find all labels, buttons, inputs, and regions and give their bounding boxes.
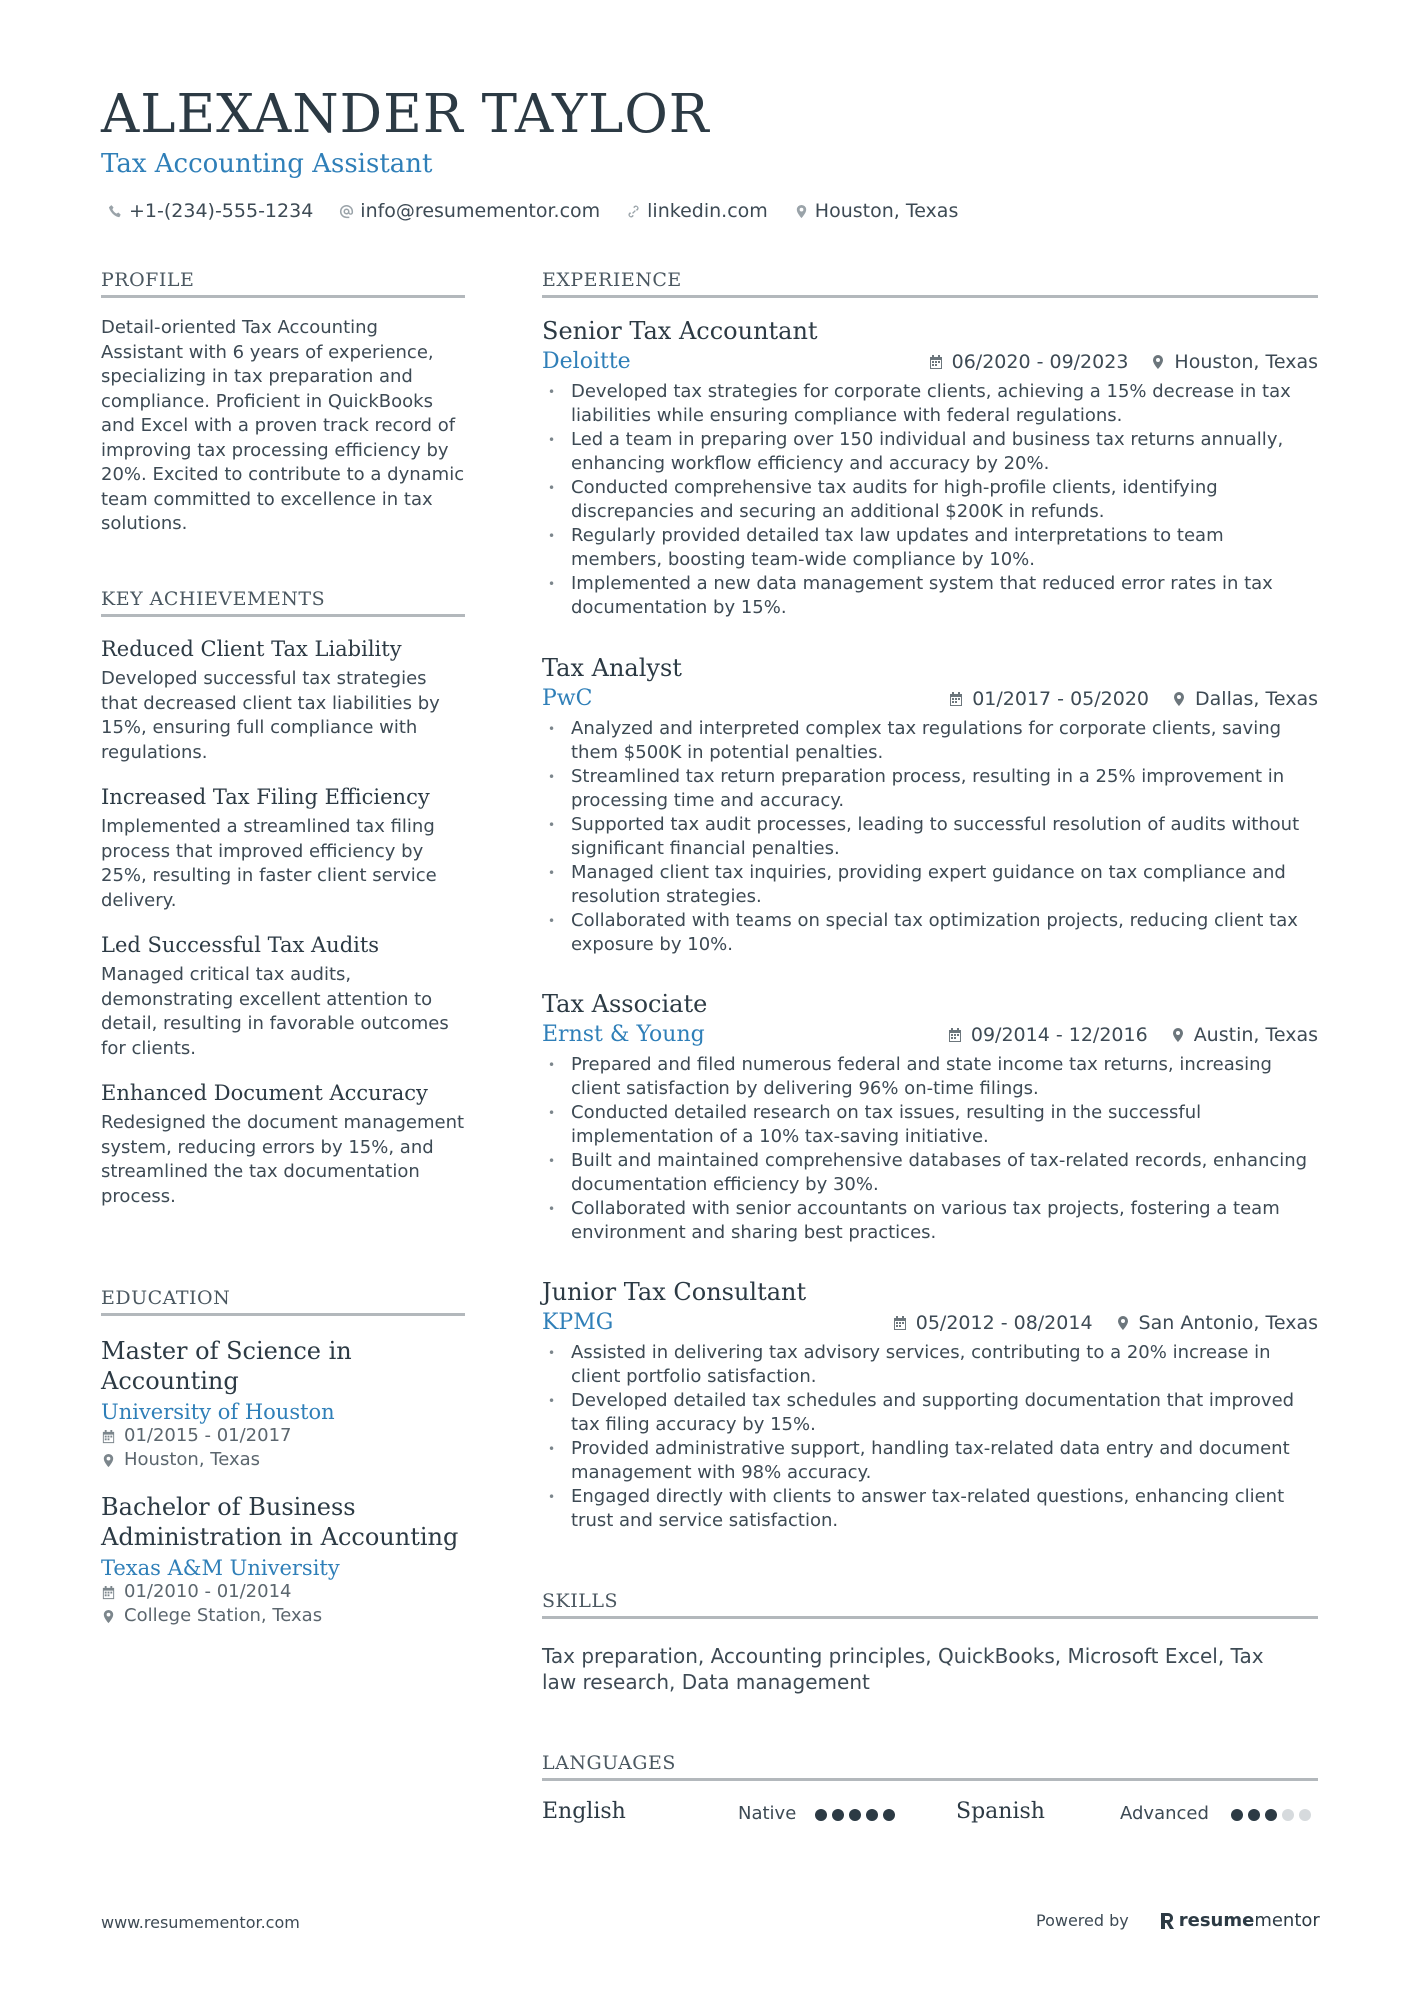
job-title: Junior Tax Consultant xyxy=(542,1278,807,1306)
rating-dot-filled xyxy=(1265,1809,1277,1821)
job-location: Houston, Texas xyxy=(1174,350,1318,373)
dates-text: 01/2015 - 01/2017 xyxy=(124,1425,292,1446)
rating-dot-filled xyxy=(866,1809,878,1821)
job-bullets xyxy=(542,380,1318,620)
job-title: Senior Tax Accountant xyxy=(542,317,818,345)
location-pin-icon xyxy=(1150,354,1166,370)
achievement-item xyxy=(101,1081,465,1209)
profile-heading: PROFILE xyxy=(101,269,465,298)
education-location xyxy=(101,1448,465,1472)
brand-logo[interactable] xyxy=(1159,1910,1320,1931)
degree-title: Bachelor of Business Administration in Accounting xyxy=(101,1493,459,1551)
education-dates xyxy=(101,1580,465,1604)
phone-text: +1-(234)-555-1234 xyxy=(129,200,314,222)
job-dates: 05/2012 - 08/2014 xyxy=(915,1311,1093,1334)
achievement-title: Increased Tax Filing Efficiency xyxy=(101,785,430,809)
experience-heading: EXPERIENCE xyxy=(542,269,1318,298)
school-name: University of Houston xyxy=(101,1400,335,1424)
footer-website[interactable]: www.resumementor.com xyxy=(101,1913,300,1932)
achievements-heading: KEY ACHIEVEMENTS xyxy=(101,588,465,617)
languages-row xyxy=(542,1799,1318,1839)
rating-dot-filled xyxy=(815,1809,827,1821)
achievement-text: Redesigned the document management system, reducing errors by 15%, and streamlined the tax documentation process. xyxy=(101,1112,465,1207)
education-item xyxy=(101,1492,465,1628)
achievement-item xyxy=(101,637,465,765)
education-dates xyxy=(101,1424,465,1448)
company-name: PwC xyxy=(542,686,593,711)
calendar-icon xyxy=(928,354,944,370)
calendar-icon xyxy=(101,1429,116,1444)
job-entry xyxy=(542,317,1318,620)
bullet-item: • Supported tax audit processes, leading to successful resolution of audits without significant financial penalties. xyxy=(542,813,1318,861)
bullet-item: • Assisted in delivering tax advisory services, contributing to a 20% increase in client portfolio satisfaction. xyxy=(542,1341,1318,1389)
bullet-item: • Conducted detailed research on tax issues, resulting in the successful implementation of a 10% tax-saving initiative. xyxy=(542,1101,1318,1149)
language-rating xyxy=(1231,1809,1311,1821)
bullet-item: • Built and maintained comprehensive databases of tax-related records, enhancing documentation efficiency by 30%. xyxy=(542,1149,1318,1197)
bullet-item: • Engaged directly with clients to answer tax-related questions, enhancing client trust and service satisfaction. xyxy=(542,1485,1318,1533)
powered-by-label: Powered by xyxy=(1036,1911,1129,1930)
rating-dot-empty xyxy=(1299,1809,1311,1821)
location-pin-icon xyxy=(101,1453,116,1468)
job-entry xyxy=(542,654,1318,957)
job-bullets xyxy=(542,1341,1318,1533)
calendar-icon xyxy=(892,1315,908,1331)
rating-dot-empty xyxy=(1282,1809,1294,1821)
contact-bar xyxy=(108,200,958,222)
skills-section xyxy=(542,1590,1318,1695)
calendar-icon xyxy=(947,1027,963,1043)
language-level: Advanced xyxy=(1120,1803,1209,1824)
achievement-title: Reduced Client Tax Liability xyxy=(101,637,402,661)
location-pin-icon xyxy=(1115,1315,1131,1331)
location-pin-icon xyxy=(101,1609,116,1624)
language-level: Native xyxy=(738,1803,797,1824)
language-name: Spanish xyxy=(956,1799,1045,1824)
candidate-name: ALEXANDER TAYLOR xyxy=(101,84,710,145)
bullet-item: • Conducted comprehensive tax audits for high-profile clients, identifying discrepancies and securing an additional $200K in refunds. xyxy=(542,476,1318,524)
profile-text: Detail-oriented Tax Accounting Assistant with 6 years of experience, specializing in tax preparation and compliance. Proficient in QuickBooks and Excel with a proven track record of improving tax processing efficiency by 20%. Excited to contribute to a dynamic team committed to excellence in tax solutions. xyxy=(101,317,465,534)
brand-suffix: mentor xyxy=(1254,1910,1320,1931)
job-dates: 09/2014 - 12/2016 xyxy=(970,1023,1148,1046)
contact-location xyxy=(794,200,959,222)
location-pin-icon xyxy=(1171,691,1187,707)
education-heading: EDUCATION xyxy=(101,1287,465,1316)
brand-prefix: resume xyxy=(1178,1910,1255,1931)
location-text: Houston, Texas xyxy=(814,200,959,222)
job-location: Dallas, Texas xyxy=(1195,687,1318,710)
bullet-item: • Collaborated with teams on special tax optimization projects, reducing client tax exposure by 10%. xyxy=(542,909,1318,957)
bullet-item: • Analyzed and interpreted complex tax regulations for corporate clients, saving them $500K in potential penalties. xyxy=(542,717,1318,765)
job-title: Tax Analyst xyxy=(542,654,682,682)
location-text: College Station, Texas xyxy=(124,1605,323,1626)
location-text: Houston, Texas xyxy=(124,1449,261,1470)
skills-heading: SKILLS xyxy=(542,1590,1318,1619)
bullet-item: • Prepared and filed numerous federal and state income tax returns, increasing client satisfaction by delivering 96% on-time filings. xyxy=(542,1053,1318,1101)
achievement-item xyxy=(101,933,465,1061)
bullet-item: • Collaborated with senior accountants on various tax projects, fostering a team environment and sharing best practices. xyxy=(542,1197,1318,1245)
degree-title: Master of Science in Accounting xyxy=(101,1337,352,1395)
job-headline: Tax Accounting Assistant xyxy=(101,149,433,179)
location-pin-icon xyxy=(1170,1027,1186,1043)
achievements-section xyxy=(101,588,465,1209)
rating-dot-filled xyxy=(1231,1809,1243,1821)
language-name: English xyxy=(542,1799,626,1824)
calendar-icon xyxy=(948,691,964,707)
rating-dot-filled xyxy=(1248,1809,1260,1821)
resumementor-logo-icon xyxy=(1159,1912,1175,1930)
bullet-item: • Developed detailed tax schedules and supporting documentation that improved tax filing accuracy by 15%. xyxy=(542,1389,1318,1437)
skills-text: Tax preparation, Accounting principles, QuickBooks, Microsoft Excel, Tax law research, Data management xyxy=(542,1644,1264,1694)
link-icon xyxy=(626,204,641,219)
rating-dot-filled xyxy=(849,1809,861,1821)
bullet-item: • Streamlined tax return preparation process, resulting in a 25% improvement in processing time and accuracy. xyxy=(542,765,1318,813)
calendar-icon xyxy=(101,1585,116,1600)
company-name: Deloitte xyxy=(542,349,631,374)
language-rating xyxy=(815,1809,895,1821)
bullet-item: • Provided administrative support, handling tax-related data entry and document management with 98% accuracy. xyxy=(542,1437,1318,1485)
linkedin-text: linkedin.com xyxy=(647,200,768,222)
job-entry xyxy=(542,1278,1318,1533)
email-text: info@resumementor.com xyxy=(360,200,601,222)
rating-dot-filled xyxy=(832,1809,844,1821)
job-entry xyxy=(542,990,1318,1245)
at-icon xyxy=(339,204,354,219)
bullet-item: • Managed client tax inquiries, providing expert guidance on tax compliance and resolution strategies. xyxy=(542,861,1318,909)
bullet-item: • Regularly provided detailed tax law updates and interpretations to team members, boosting team-wide compliance by 10%. xyxy=(542,524,1318,572)
right-column xyxy=(542,269,1318,1824)
location-pin-icon xyxy=(794,204,809,219)
left-column xyxy=(101,269,465,1626)
education-section xyxy=(101,1287,465,1628)
achievement-text: Managed critical tax audits, demonstrating excellent attention to detail, resulting in favorable outcomes for clients. xyxy=(101,964,449,1059)
languages-heading: LANGUAGES xyxy=(542,1752,1318,1781)
profile-section xyxy=(101,269,465,537)
education-item xyxy=(101,1336,465,1472)
dates-text: 01/2010 - 01/2014 xyxy=(124,1581,292,1602)
bullet-item: • Implemented a new data management system that reduced error rates in tax documentation by 15%. xyxy=(542,572,1318,620)
school-name: Texas A&M University xyxy=(101,1556,340,1580)
job-title: Tax Associate xyxy=(542,990,708,1018)
phone-icon xyxy=(108,204,123,219)
contact-phone[interactable] xyxy=(108,200,313,222)
achievement-item xyxy=(101,785,465,913)
achievement-text: Implemented a streamlined tax filing process that improved efficiency by 25%, resulting in faster client service delivery. xyxy=(101,816,437,911)
job-location: Austin, Texas xyxy=(1193,1023,1318,1046)
company-name: Ernst & Young xyxy=(542,1022,705,1047)
languages-section xyxy=(542,1752,1318,1839)
achievement-text: Developed successful tax strategies that decreased client tax liabilities by 15%, ensuring full compliance with regulations. xyxy=(101,668,440,763)
company-name: KPMG xyxy=(542,1310,614,1335)
job-dates: 01/2017 - 05/2020 xyxy=(972,687,1150,710)
job-dates: 06/2020 - 09/2023 xyxy=(951,350,1129,373)
job-location: San Antonio, Texas xyxy=(1138,1311,1318,1334)
achievement-title: Led Successful Tax Audits xyxy=(101,933,380,957)
rating-dot-filled xyxy=(883,1809,895,1821)
contact-linkedin[interactable] xyxy=(626,200,768,222)
powered-by xyxy=(1036,1910,1320,1931)
bullet-item: • Led a team in preparing over 150 individual and business tax returns annually, enhancing workflow efficiency and accuracy by 20%. xyxy=(542,428,1318,476)
job-bullets xyxy=(542,1053,1318,1245)
education-location xyxy=(101,1604,465,1628)
contact-email[interactable] xyxy=(339,200,600,222)
bullet-item: • Developed tax strategies for corporate clients, achieving a 15% decrease in tax liabilities while ensuring compliance with federal regulations. xyxy=(542,380,1318,428)
achievement-title: Enhanced Document Accuracy xyxy=(101,1081,428,1105)
job-bullets xyxy=(542,717,1318,957)
